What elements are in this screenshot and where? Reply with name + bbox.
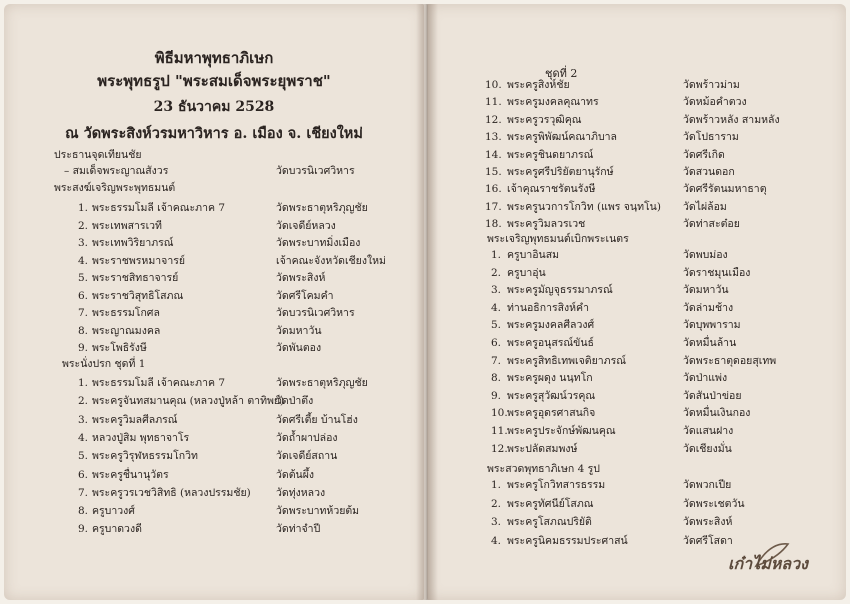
monk-name: พระครูนิคมธรรมประศาสน์: [507, 534, 628, 547]
chant2-heading: พระสวดพุทธาภิเษก 4 รูป: [487, 463, 600, 475]
monk-name: ครูบาดวงดี: [92, 523, 142, 536]
temple-name: วัดบวรนิเวศวิหาร: [276, 307, 355, 319]
item-number: 3.: [78, 413, 89, 426]
temple-name: วัดราชมุนเมือง: [683, 266, 751, 279]
item-number: 10.: [485, 79, 502, 91]
temple-name: วัดหม้อคำตวง: [683, 96, 747, 109]
item-number: 4.: [491, 534, 502, 547]
item-number: 1.: [491, 479, 502, 491]
monk-name: หลวงปู่สิม พุทธาจาโร: [92, 431, 190, 444]
right-page: [427, 4, 846, 600]
item-number: 1.: [78, 377, 89, 389]
temple-name: วัดไผ่ล้อม: [683, 200, 727, 213]
monk-name: พระครูวิรุฬหธรรมโกวิท: [92, 450, 198, 463]
item-number: 12.: [485, 113, 502, 126]
temple-name: วัดแสนฝาง: [683, 425, 734, 437]
temple-name: วัดศรีโสดา: [683, 534, 733, 547]
ceremony-title: พิธีมหาพุทธาภิเษก: [154, 49, 274, 67]
item-number: 1.: [78, 202, 89, 214]
temple-name: วัดหมื่นเงินกอง: [683, 407, 751, 420]
elders-heading: พระสงฆ์เจริญพระพุทธมนต์: [54, 182, 176, 194]
monk-name: ครูบาวงศ์: [92, 505, 135, 518]
item-number: 7.: [491, 354, 502, 367]
item-number: 4.: [78, 254, 89, 267]
monk-name: พระครูโสภณปริยัติ: [507, 516, 592, 528]
monk-name: พระครูศรีปริยัตยานุรักษ์: [507, 166, 614, 178]
item-number: 7.: [78, 486, 89, 499]
temple-name: วัดศรีเตี้ย บ้านโฮ่ง: [276, 413, 358, 426]
item-number: 2.: [491, 497, 502, 510]
item-number: 3.: [491, 516, 502, 528]
monk-name: เจ้าคุณราชรัตนรังษี: [507, 183, 596, 196]
temple-name: วัดพระบาทห้วยต้ม: [276, 505, 360, 518]
president-heading: ประธานจุดเทียนชัย: [54, 149, 142, 161]
temple-name: วัดถ้ำผาปล่อง: [276, 431, 338, 444]
monk-name: พระครูจันทสมานคุณ (หลวงปู่หล้า ตาทิพย์): [92, 395, 285, 408]
item-number: 17.: [485, 200, 502, 213]
temple-name: วัดพระบาทมิ่งเมือง: [276, 237, 361, 249]
item-number: 18.: [485, 218, 502, 231]
item-number: 6.: [78, 468, 89, 481]
item-number: 8.: [78, 505, 89, 518]
item-number: 2.: [78, 395, 89, 408]
temple-name: วัดต้นผึ้ง: [276, 468, 314, 481]
item-number: 4.: [78, 431, 89, 444]
item-number: 5.: [491, 319, 502, 332]
temple-name: วัดพระธาตุหริภุญชัย: [276, 202, 368, 214]
temple-name: วัดบวรนิเวศวิหาร: [276, 165, 355, 177]
monk-name: ครูบาอุ่น: [507, 266, 546, 279]
monk-name: พระครูมงคลคุณาทร: [507, 96, 599, 109]
temple-name: วัดพระสิงห์: [683, 516, 733, 528]
item-number: 9.: [78, 342, 89, 354]
monk-name: พระธรรมโมลี เจ้าคณะภาค 7: [92, 202, 226, 214]
monk-name: พระครูอนุสรณ์ขันธ์: [507, 337, 594, 349]
item-number: 3.: [491, 284, 502, 297]
monk-name: พระราชสิทธาจารย์: [92, 272, 179, 284]
item-number: 9.: [491, 389, 502, 402]
monk-name: พระโพธิรังษี: [92, 342, 147, 354]
left-page: [4, 4, 424, 600]
temple-name: วัดป่าตึง: [276, 395, 314, 408]
temple-name: วัดเจดีย์หลวง: [276, 219, 336, 232]
temple-name: วัดสันป่าข่อย: [683, 389, 742, 402]
temple-name: วัดมหาวัน: [276, 324, 322, 337]
item-number: 7.: [78, 307, 89, 319]
monk-name: พระครูมงคลศีลวงศ์: [507, 319, 595, 332]
temple-name: วัดพร้าวม่าม: [683, 79, 740, 91]
chant-heading: พระเจริญพุทธมนต์เบิกพระเนตร: [487, 233, 629, 245]
temple-name: วัดพระเชตวัน: [683, 497, 745, 510]
temple-name: วัดพบม่อง: [683, 249, 728, 261]
monk-name: พระครูวรเวชวิสิทธิ (หลวงปรรมชัย): [92, 486, 251, 499]
monk-name: พระครูโกวิทสารธรรม: [507, 479, 606, 491]
temple-name: วัดล่ามช้าง: [683, 301, 734, 314]
temple-name: วัดพระธาตุดอยสุเทพ: [683, 354, 777, 367]
item-number: 2.: [78, 219, 89, 232]
item-number: 14.: [485, 148, 502, 161]
item-number: 15.: [485, 166, 502, 178]
item-number: 5.: [78, 272, 89, 284]
monk-name: พระครูวรวุฒิคุณ: [507, 113, 582, 126]
temple-name: วัดโปธาราม: [683, 131, 739, 144]
item-number: 12.: [491, 442, 508, 455]
temple-name: วัดศรีเกิด: [683, 148, 725, 161]
monk-name: พระครูมัญจุธรรมาภรณ์: [507, 284, 613, 297]
item-number: 1.: [491, 249, 502, 261]
item-number: 6.: [491, 337, 502, 349]
item-number: 11.: [491, 425, 508, 437]
temple-name: วัดบุพพาราม: [683, 319, 741, 332]
temple-name: วัดมหาวัน: [683, 284, 729, 297]
monk-name: พระญาณมงคล: [92, 324, 161, 337]
temple-name: เจ้าคณะจังหวัดเชียงใหม่: [276, 254, 386, 267]
temple-name: วัดหมื่นล้าน: [683, 337, 737, 349]
monk-name: พระครูสิทธิเทพเจติยาภรณ์: [507, 354, 626, 367]
item-number: 4.: [491, 301, 502, 314]
ceremony-place: ณ วัดพระสิงห์วรมหาวิหาร อ. เมือง จ. เชียงใหม่: [65, 125, 363, 142]
monk-name: ครูบาอินสม: [507, 249, 560, 261]
monk-name: พระเทพวิริยาภรณ์: [92, 237, 174, 249]
item-number: 3.: [78, 237, 89, 249]
temple-name: วัดเจดีย์สถาน: [276, 450, 338, 463]
monk-name: พระครูวิมลศีลภรณ์: [92, 413, 178, 426]
monk-name: พระเทพสารเวที: [92, 219, 162, 232]
temple-name: วัดเชียงมั่น: [683, 442, 732, 455]
temple-name: วัดพระสิงห์: [276, 272, 326, 284]
watermark: เก๋าไม่หลวง: [728, 554, 808, 573]
item-number: 10.: [491, 407, 508, 420]
monk-name: พระครูทัศนีย์โสภณ: [507, 497, 594, 510]
item-number: 6.: [78, 289, 89, 302]
monk-name: – สมเด็จพระญาณสังวร: [64, 165, 169, 177]
book-spread: [4, 4, 846, 600]
temple-name: วัดศรีรัตนมหาธาตุ: [683, 183, 767, 196]
monk-name: ท่านอธิการสิงห์คำ: [507, 301, 589, 314]
monk-name: พระราชพรหมาจารย์: [92, 254, 186, 267]
monk-name: พระครูพิพัฒน์คณาภิบาล: [507, 131, 617, 144]
item-number: 8.: [78, 324, 89, 337]
item-number: 5.: [78, 450, 89, 463]
monk-name: พระครูชื่นานุวัตร: [92, 468, 169, 481]
item-number: 11.: [485, 96, 502, 109]
monk-name: พระราชวิสุทธิโสภณ: [92, 289, 184, 302]
item-number: 16.: [485, 183, 502, 196]
temple-name: วัดพันตอง: [276, 342, 322, 354]
set1-heading: พระนั่งปรก ชุดที่ 1: [62, 358, 146, 370]
monk-name: พระครูนวการโกวิท (แพร จนฺทโน): [507, 200, 661, 213]
temple-name: วัดท่าจำปี: [276, 523, 321, 536]
temple-name: วัดพระธาตุหริภุญชัย: [276, 377, 368, 389]
item-number: 2.: [491, 266, 502, 279]
item-number: 13.: [485, 131, 502, 144]
monk-name: พระครูผดุง นนฺทโก: [507, 372, 593, 385]
monk-name: พระครูอุดรศาสนกิจ: [507, 407, 596, 420]
buddha-image-title: พระพุทธรูป "พระสมเด็จพระยุพราช": [97, 72, 331, 90]
monk-name: พระครูวิมลวรเวช: [507, 218, 586, 231]
monk-name: พระธรรมโกศล: [92, 307, 160, 319]
item-number: 8.: [491, 372, 502, 385]
item-number: 9.: [78, 523, 89, 536]
monk-name: พระครูประจักษ์พัฒนคุณ: [507, 425, 616, 437]
monk-name: พระครูสิงห์ชัย: [507, 79, 570, 91]
monk-name: พระครูชินดยาภรณ์: [507, 148, 594, 161]
temple-name: วัดพวกเปีย: [683, 479, 732, 491]
ceremony-date: 23 ธันวาคม 2528: [153, 99, 275, 115]
temple-name: วัดสวนดอก: [683, 166, 735, 178]
temple-name: วัดทุ่งหลวง: [276, 486, 326, 499]
monk-name: พระครูสุวัฒน์วรคุณ: [507, 389, 596, 402]
temple-name: วัดพร้าวหลัง สามหลัง: [683, 113, 780, 126]
temple-name: วัดศรีโคมคำ: [276, 289, 334, 302]
monk-name: พระธรรมโมลี เจ้าคณะภาค 7: [92, 377, 226, 389]
set2-heading: ชุดที่ 2: [545, 67, 578, 80]
monk-name: พระปลัดสมพงษ์: [507, 442, 578, 455]
temple-name: วัดป่าแพ่ง: [683, 372, 728, 385]
temple-name: วัดท่าสะต๋อย: [683, 218, 740, 231]
